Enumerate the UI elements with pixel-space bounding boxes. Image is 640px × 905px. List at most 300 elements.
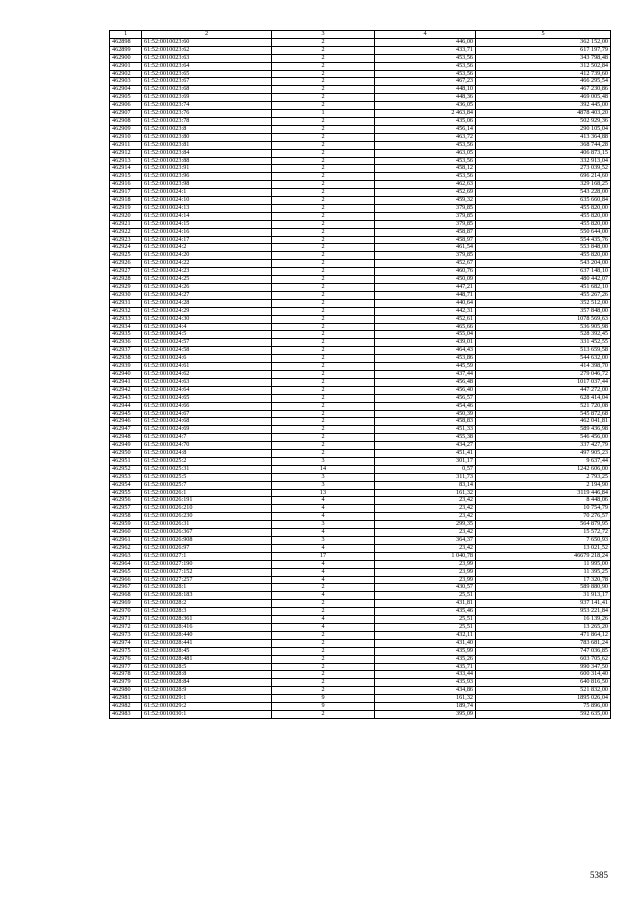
table-cell-col-1: 462948: [110, 434, 142, 442]
table-cell-col-4: 25,51: [375, 616, 476, 624]
table-cell-col-2: 61:52:0010024:66: [142, 402, 272, 410]
table-cell-col-3: 4: [272, 560, 375, 568]
table-row: [110, 450, 611, 458]
table-cell-col-1: 462978: [110, 671, 142, 679]
table-cell-col-4: 379,85: [375, 220, 476, 228]
table-cell-col-1: 462935: [110, 331, 142, 339]
table-cell-col-5: 564 879,95: [476, 521, 611, 529]
table-cell-col-3: 17: [272, 552, 375, 560]
table-cell-col-1: 462928: [110, 276, 142, 284]
table-cell-col-3: 2: [272, 173, 375, 181]
table-row: [110, 165, 611, 173]
table-cell-col-2: 61:52:0010025:7: [142, 481, 272, 489]
table-cell-col-3: 2: [272, 189, 375, 197]
table-cell-col-1: 462911: [110, 141, 142, 149]
table-cell-col-5: 528 392,45: [476, 331, 611, 339]
table-cell-col-3: 2: [272, 663, 375, 671]
table-cell-col-3: 4: [272, 513, 375, 521]
table-cell-col-1: 462914: [110, 165, 142, 173]
table-row: [110, 370, 611, 378]
table-row: [110, 228, 611, 236]
table-cell-col-5: 413 364,88: [476, 133, 611, 141]
table-cell-col-3: 1: [272, 110, 375, 118]
table-cell-col-4: 463,72: [375, 133, 476, 141]
table-row: [110, 94, 611, 102]
table-cell-col-1: 462902: [110, 70, 142, 78]
table-cell-col-2: 61:52:0010024:61: [142, 363, 272, 371]
table-cell-col-4: 161,32: [375, 489, 476, 497]
table-cell-col-3: 2: [272, 315, 375, 323]
table-cell-col-5: 469 005,48: [476, 94, 611, 102]
table-cell-col-4: 430,57: [375, 584, 476, 592]
table-cell-col-4: 439,01: [375, 339, 476, 347]
table-cell-col-2: 61:52:0010024:70: [142, 442, 272, 450]
table-cell-col-5: 521 832,00: [476, 687, 611, 695]
table-cell-col-4: 455,38: [375, 434, 476, 442]
table-cell-col-3: 2: [272, 244, 375, 252]
table-cell-col-2: 61:52:0010024:30: [142, 315, 272, 323]
table-cell-col-4: 446,00: [375, 38, 476, 46]
table-cell-col-3: 2: [272, 204, 375, 212]
table-cell-col-3: 2: [272, 117, 375, 125]
table-cell-col-1: 462907: [110, 110, 142, 118]
table-cell-col-3: 3: [272, 457, 375, 465]
table-row: [110, 529, 611, 537]
table-cell-col-5: 11 995,00: [476, 560, 611, 568]
table-cell-col-2: 61:52:0010024:20: [142, 252, 272, 260]
table-cell-col-5: 46679 218,24: [476, 552, 611, 560]
table-cell-col-3: 2: [272, 631, 375, 639]
table-cell-col-3: 4: [272, 529, 375, 537]
table-cell-col-5: 31 913,17: [476, 592, 611, 600]
table-cell-col-4: 452,61: [375, 315, 476, 323]
table-cell-col-4: 435,71: [375, 663, 476, 671]
table-cell-col-1: 462961: [110, 537, 142, 545]
table-row: [110, 442, 611, 450]
table-cell-col-2: 61:52:0010027:257: [142, 576, 272, 584]
table-cell-col-5: 2 194,90: [476, 481, 611, 489]
table-cell-col-5: 3119 446,84: [476, 489, 611, 497]
table-cell-col-2: 61:52:0010024:15: [142, 220, 272, 228]
table-cell-col-4: 434,86: [375, 687, 476, 695]
table-cell-col-2: 61:52:0010024:23: [142, 268, 272, 276]
table-row: [110, 212, 611, 220]
table-cell-col-1: 462941: [110, 378, 142, 386]
table-cell-col-2: 61:52:0010023:96: [142, 173, 272, 181]
table-cell-col-4: 83,14: [375, 481, 476, 489]
table-cell-col-4: 448,10: [375, 86, 476, 94]
table-cell-col-4: 452,67: [375, 260, 476, 268]
table-cell-col-4: 458,83: [375, 418, 476, 426]
table-row: [110, 117, 611, 125]
table-cell-col-1: 462954: [110, 481, 142, 489]
table-cell-col-5: 332 913,04: [476, 157, 611, 165]
table-cell-col-2: 61:52:0010027:1: [142, 552, 272, 560]
table-row: [110, 608, 611, 616]
table-cell-col-1: 462908: [110, 117, 142, 125]
table-cell-col-1: 462946: [110, 418, 142, 426]
table-cell-col-4: 436,05: [375, 102, 476, 110]
table-row: [110, 102, 611, 110]
table-cell-col-4: 189,74: [375, 703, 476, 711]
table-cell-col-5: 1242 606,00: [476, 465, 611, 473]
table-row: [110, 616, 611, 624]
table-row: [110, 355, 611, 363]
table-cell-col-4: 23,99: [375, 568, 476, 576]
table-cell-col-4: 437,44: [375, 370, 476, 378]
table-cell-col-4: 458,12: [375, 165, 476, 173]
table-cell-col-3: 3: [272, 481, 375, 489]
table-cell-col-1: 462912: [110, 149, 142, 157]
table-cell-col-5: 497 905,23: [476, 450, 611, 458]
table-cell-col-5: 480 442,07: [476, 276, 611, 284]
table-cell-col-4: 460,76: [375, 268, 476, 276]
table-cell-col-5: 16 139,26: [476, 616, 611, 624]
table-row: [110, 703, 611, 711]
table-cell-col-1: 462920: [110, 212, 142, 220]
table-cell-col-2: 61:52:0010023:98: [142, 181, 272, 189]
table-cell-col-5: 550 644,00: [476, 228, 611, 236]
table-cell-col-1: 462927: [110, 268, 142, 276]
table-cell-col-5: 273 039,52: [476, 165, 611, 173]
table-row: [110, 220, 611, 228]
table-cell-col-3: 2: [272, 410, 375, 418]
table-cell-col-5: 13 021,52: [476, 544, 611, 552]
table-cell-col-1: 462982: [110, 703, 142, 711]
table-cell-col-3: 2: [272, 339, 375, 347]
table-cell-col-5: 9 637,44: [476, 457, 611, 465]
table-row: [110, 544, 611, 552]
table-row: [110, 513, 611, 521]
table-cell-col-3: 3: [272, 521, 375, 529]
table-cell-col-3: 2: [272, 426, 375, 434]
table-cell-col-2: 61:52:0010028:45: [142, 647, 272, 655]
table-cell-col-5: 937 141,41: [476, 600, 611, 608]
table-cell-col-4: 447,21: [375, 284, 476, 292]
table-cell-col-2: 61:52:0010026:367: [142, 529, 272, 537]
table-body: [110, 38, 611, 718]
table-cell-col-3: 2: [272, 125, 375, 133]
table-cell-col-4: 453,86: [375, 355, 476, 363]
table-cell-col-1: 462923: [110, 236, 142, 244]
table-cell-col-1: 462972: [110, 623, 142, 631]
table-cell-col-4: 435,46: [375, 608, 476, 616]
table-cell-col-3: 2: [272, 687, 375, 695]
table-cell-col-4: 432,11: [375, 631, 476, 639]
table-cell-col-1: 462906: [110, 102, 142, 110]
table-cell-col-2: 61:52:0010028:481: [142, 655, 272, 663]
header-col-5: 5: [476, 31, 611, 39]
table-cell-col-2: 61:52:0010026:31: [142, 521, 272, 529]
table-cell-col-3: 2: [272, 671, 375, 679]
table-cell-col-5: 466 295,54: [476, 78, 611, 86]
page-number: 5385: [590, 870, 608, 880]
table-cell-col-2: 61:52:0010024:62: [142, 370, 272, 378]
table-cell-col-2: 61:52:0010024:67: [142, 410, 272, 418]
table-cell-col-2: 61:52:0010024:26: [142, 284, 272, 292]
table-cell-col-2: 61:52:0010028:416: [142, 623, 272, 631]
table-cell-col-2: 61:52:0010024:58: [142, 347, 272, 355]
table-cell-col-3: 2: [272, 197, 375, 205]
table-cell-col-5: 589 880,90: [476, 584, 611, 592]
table-cell-col-1: 462943: [110, 394, 142, 402]
table-cell-col-2: 61:52:0010024:4: [142, 323, 272, 331]
table-cell-col-2: 61:52:0010028:441: [142, 639, 272, 647]
table-row: [110, 252, 611, 260]
table-cell-col-1: 462968: [110, 592, 142, 600]
table-cell-col-1: 462925: [110, 252, 142, 260]
table-row: [110, 418, 611, 426]
table-row: [110, 38, 611, 46]
table-cell-col-1: 462963: [110, 552, 142, 560]
table-row: [110, 86, 611, 94]
table-cell-col-1: 462960: [110, 529, 142, 537]
table-cell-col-3: 2: [272, 394, 375, 402]
table-cell-col-3: 2: [272, 608, 375, 616]
table-row: [110, 639, 611, 647]
table-cell-col-4: 301,17: [375, 457, 476, 465]
header-col-4: 4: [375, 31, 476, 39]
table-cell-col-2: 61:52:0010025:2: [142, 457, 272, 465]
table-cell-col-1: 462945: [110, 410, 142, 418]
table-cell-col-2: 61:52:0010028:2: [142, 600, 272, 608]
table-cell-col-5: 600 314,40: [476, 671, 611, 679]
table-cell-col-4: 453,56: [375, 157, 476, 165]
table-cell-col-1: 462903: [110, 78, 142, 86]
table-cell-col-2: 61:52:0010024:27: [142, 291, 272, 299]
table-cell-col-4: 2 463,84: [375, 110, 476, 118]
table-cell-col-1: 462934: [110, 323, 142, 331]
table-cell-col-5: 747 036,85: [476, 647, 611, 655]
table-cell-col-4: 464,43: [375, 347, 476, 355]
table-row: [110, 363, 611, 371]
table-cell-col-5: 75 896,00: [476, 703, 611, 711]
table-cell-col-3: 2: [272, 291, 375, 299]
table-cell-col-3: 2: [272, 442, 375, 450]
table-cell-col-1: 462929: [110, 284, 142, 292]
table-cell-col-1: 462918: [110, 197, 142, 205]
table-cell-col-5: 589 436,98: [476, 426, 611, 434]
table-cell-col-4: 456,40: [375, 386, 476, 394]
table-cell-col-4: 23,42: [375, 505, 476, 513]
table-cell-col-1: 462951: [110, 457, 142, 465]
table-cell-col-1: 462969: [110, 600, 142, 608]
table-row: [110, 671, 611, 679]
table-cell-col-2: 61:52:0010024:25: [142, 276, 272, 284]
table-cell-col-2: 61:52:0010023:78: [142, 117, 272, 125]
table-cell-col-2: 61:52:0010025:31: [142, 465, 272, 473]
table-cell-col-5: 543 228,00: [476, 189, 611, 197]
table-cell-col-2: 61:52:0010023:81: [142, 141, 272, 149]
table-cell-col-4: 379,85: [375, 204, 476, 212]
table-cell-col-2: 61:52:0010028:1: [142, 584, 272, 592]
table-cell-col-1: 462966: [110, 576, 142, 584]
table-cell-col-3: 2: [272, 181, 375, 189]
table-row: [110, 378, 611, 386]
table-cell-col-2: 61:52:0010026:1: [142, 489, 272, 497]
table-cell-col-1: 462900: [110, 54, 142, 62]
table-cell-col-1: 462964: [110, 560, 142, 568]
table-cell-col-3: 2: [272, 220, 375, 228]
table-cell-col-2: 61:52:0010023:84: [142, 149, 272, 157]
table-row: [110, 149, 611, 157]
table-cell-col-2: 61:52:0010028:8: [142, 671, 272, 679]
table-row: [110, 133, 611, 141]
table-cell-col-2: 61:52:0010024:57: [142, 339, 272, 347]
table-cell-col-1: 462949: [110, 442, 142, 450]
table-row: [110, 323, 611, 331]
table-cell-col-4: 23,42: [375, 544, 476, 552]
table-cell-col-5: 635 660,84: [476, 197, 611, 205]
table-cell-col-3: 13: [272, 489, 375, 497]
table-cell-col-3: 9: [272, 703, 375, 711]
table-cell-col-3: 2: [272, 347, 375, 355]
table-cell-col-4: 456,14: [375, 125, 476, 133]
table-cell-col-1: 462933: [110, 315, 142, 323]
table-cell-col-1: 462955: [110, 489, 142, 497]
table-cell-col-2: 61:52:0010024:7: [142, 434, 272, 442]
table-cell-col-1: 462916: [110, 181, 142, 189]
table-cell-col-2: 61:52:0010028:183: [142, 592, 272, 600]
table-row: [110, 465, 611, 473]
table-cell-col-5: 467 230,86: [476, 86, 611, 94]
table-cell-col-5: 1017 037,44: [476, 378, 611, 386]
table-cell-col-5: 357 848,00: [476, 307, 611, 315]
table-cell-col-2: 61:52:0010026:191: [142, 497, 272, 505]
table-cell-col-3: 2: [272, 228, 375, 236]
table-cell-col-2: 61:52:0010024:22: [142, 260, 272, 268]
table-cell-col-4: 453,56: [375, 70, 476, 78]
table-row: [110, 125, 611, 133]
table-cell-col-4: 23,99: [375, 576, 476, 584]
table-cell-col-4: 463,05: [375, 149, 476, 157]
table-cell-col-2: 61:52:0010026:230: [142, 513, 272, 521]
table-row: [110, 497, 611, 505]
table-cell-col-5: 8 448,06: [476, 497, 611, 505]
table-cell-col-4: 311,73: [375, 473, 476, 481]
table-cell-col-4: 161,32: [375, 695, 476, 703]
table-row: [110, 347, 611, 355]
table-cell-col-3: 4: [272, 568, 375, 576]
table-cell-col-3: 2: [272, 600, 375, 608]
table-row: [110, 260, 611, 268]
table-cell-col-5: 1078 569,63: [476, 315, 611, 323]
table-cell-col-1: 462931: [110, 299, 142, 307]
table-cell-col-5: 13 265,20: [476, 623, 611, 631]
table-cell-col-5: 696 214,60: [476, 173, 611, 181]
table-cell-col-5: 783 681,24: [476, 639, 611, 647]
table-cell-col-2: 61:52:0010025:5: [142, 473, 272, 481]
table-cell-col-1: 462940: [110, 370, 142, 378]
table-cell-col-5: 502 929,36: [476, 117, 611, 125]
table-cell-col-4: 451,41: [375, 450, 476, 458]
table-cell-col-5: 990 347,50: [476, 663, 611, 671]
table-cell-col-4: 451,33: [375, 426, 476, 434]
table-cell-col-5: 953 221,84: [476, 608, 611, 616]
table-cell-col-4: 453,56: [375, 54, 476, 62]
table-cell-col-2: 61:52:0010024:6: [142, 355, 272, 363]
table-cell-col-3: 2: [272, 236, 375, 244]
table-cell-col-5: 290 105,04: [476, 125, 611, 133]
table-cell-col-5: 406 873,15: [476, 149, 611, 157]
header-col-3: 3: [272, 31, 375, 39]
table-cell-col-2: 61:52:0010024:13: [142, 204, 272, 212]
table-cell-col-1: 462974: [110, 639, 142, 647]
table-cell-col-4: 442,31: [375, 307, 476, 315]
table-cell-col-2: 61:52:0010024:29: [142, 307, 272, 315]
table-cell-col-4: 435,93: [375, 679, 476, 687]
table-cell-col-4: 455,04: [375, 331, 476, 339]
table-row: [110, 552, 611, 560]
table-cell-col-1: 462898: [110, 38, 142, 46]
table-cell-col-1: 462953: [110, 473, 142, 481]
table-cell-col-5: 545 872,68: [476, 410, 611, 418]
table-cell-col-4: 440,64: [375, 299, 476, 307]
table-row: [110, 434, 611, 442]
table-cell-col-2: 61:52:0010026:908: [142, 537, 272, 545]
table-row: [110, 291, 611, 299]
table-cell-col-4: 453,56: [375, 141, 476, 149]
table-cell-col-5: 628 414,04: [476, 394, 611, 402]
table-row: [110, 268, 611, 276]
table-cell-col-3: 4: [272, 544, 375, 552]
table-cell-col-3: 4: [272, 623, 375, 631]
table-cell-col-5: 312 502,84: [476, 62, 611, 70]
table-cell-col-5: 412 739,60: [476, 70, 611, 78]
table-cell-col-2: 61:52:0010023:63: [142, 54, 272, 62]
table-cell-col-5: 554 435,76: [476, 236, 611, 244]
table-cell-col-1: 462938: [110, 355, 142, 363]
table-cell-col-1: 462919: [110, 204, 142, 212]
table-cell-col-4: 23,99: [375, 560, 476, 568]
table-cell-col-4: 364,37: [375, 537, 476, 545]
table-row: [110, 473, 611, 481]
table-row: [110, 62, 611, 70]
table-cell-col-2: 61:52:0010023:76: [142, 110, 272, 118]
table-cell-col-3: 2: [272, 402, 375, 410]
table-cell-col-2: 61:52:0010029:1: [142, 695, 272, 703]
table-cell-col-3: 2: [272, 639, 375, 647]
table-cell-col-5: 603 705,62: [476, 655, 611, 663]
table-cell-col-1: 462917: [110, 189, 142, 197]
table-cell-col-3: 2: [272, 54, 375, 62]
table-cell-col-3: 2: [272, 378, 375, 386]
table-cell-col-3: 2: [272, 284, 375, 292]
table-row: [110, 284, 611, 292]
table-cell-col-1: 462970: [110, 608, 142, 616]
table-row: [110, 576, 611, 584]
table-cell-col-2: 61:52:0010024:5: [142, 331, 272, 339]
table-cell-col-2: 61:52:0010024:16: [142, 228, 272, 236]
table-cell-col-4: 379,85: [375, 252, 476, 260]
table-cell-col-5: 543 204,00: [476, 260, 611, 268]
table-cell-col-2: 61:52:0010024:1: [142, 189, 272, 197]
table-row: [110, 481, 611, 489]
table-row: [110, 592, 611, 600]
table-cell-col-5: 2 793,25: [476, 473, 611, 481]
table-cell-col-2: 61:52:0010024:8: [142, 450, 272, 458]
table-cell-col-5: 462 041,81: [476, 418, 611, 426]
table-cell-col-2: 61:52:0010030:1: [142, 710, 272, 718]
table-cell-col-3: 2: [272, 386, 375, 394]
table-cell-col-5: 455 820,00: [476, 204, 611, 212]
table-row: [110, 386, 611, 394]
table-cell-col-3: 2: [272, 157, 375, 165]
table-cell-col-1: 462915: [110, 173, 142, 181]
table-cell-col-3: 2: [272, 260, 375, 268]
table-cell-col-3: 2: [272, 212, 375, 220]
table-cell-col-3: 2: [272, 62, 375, 70]
